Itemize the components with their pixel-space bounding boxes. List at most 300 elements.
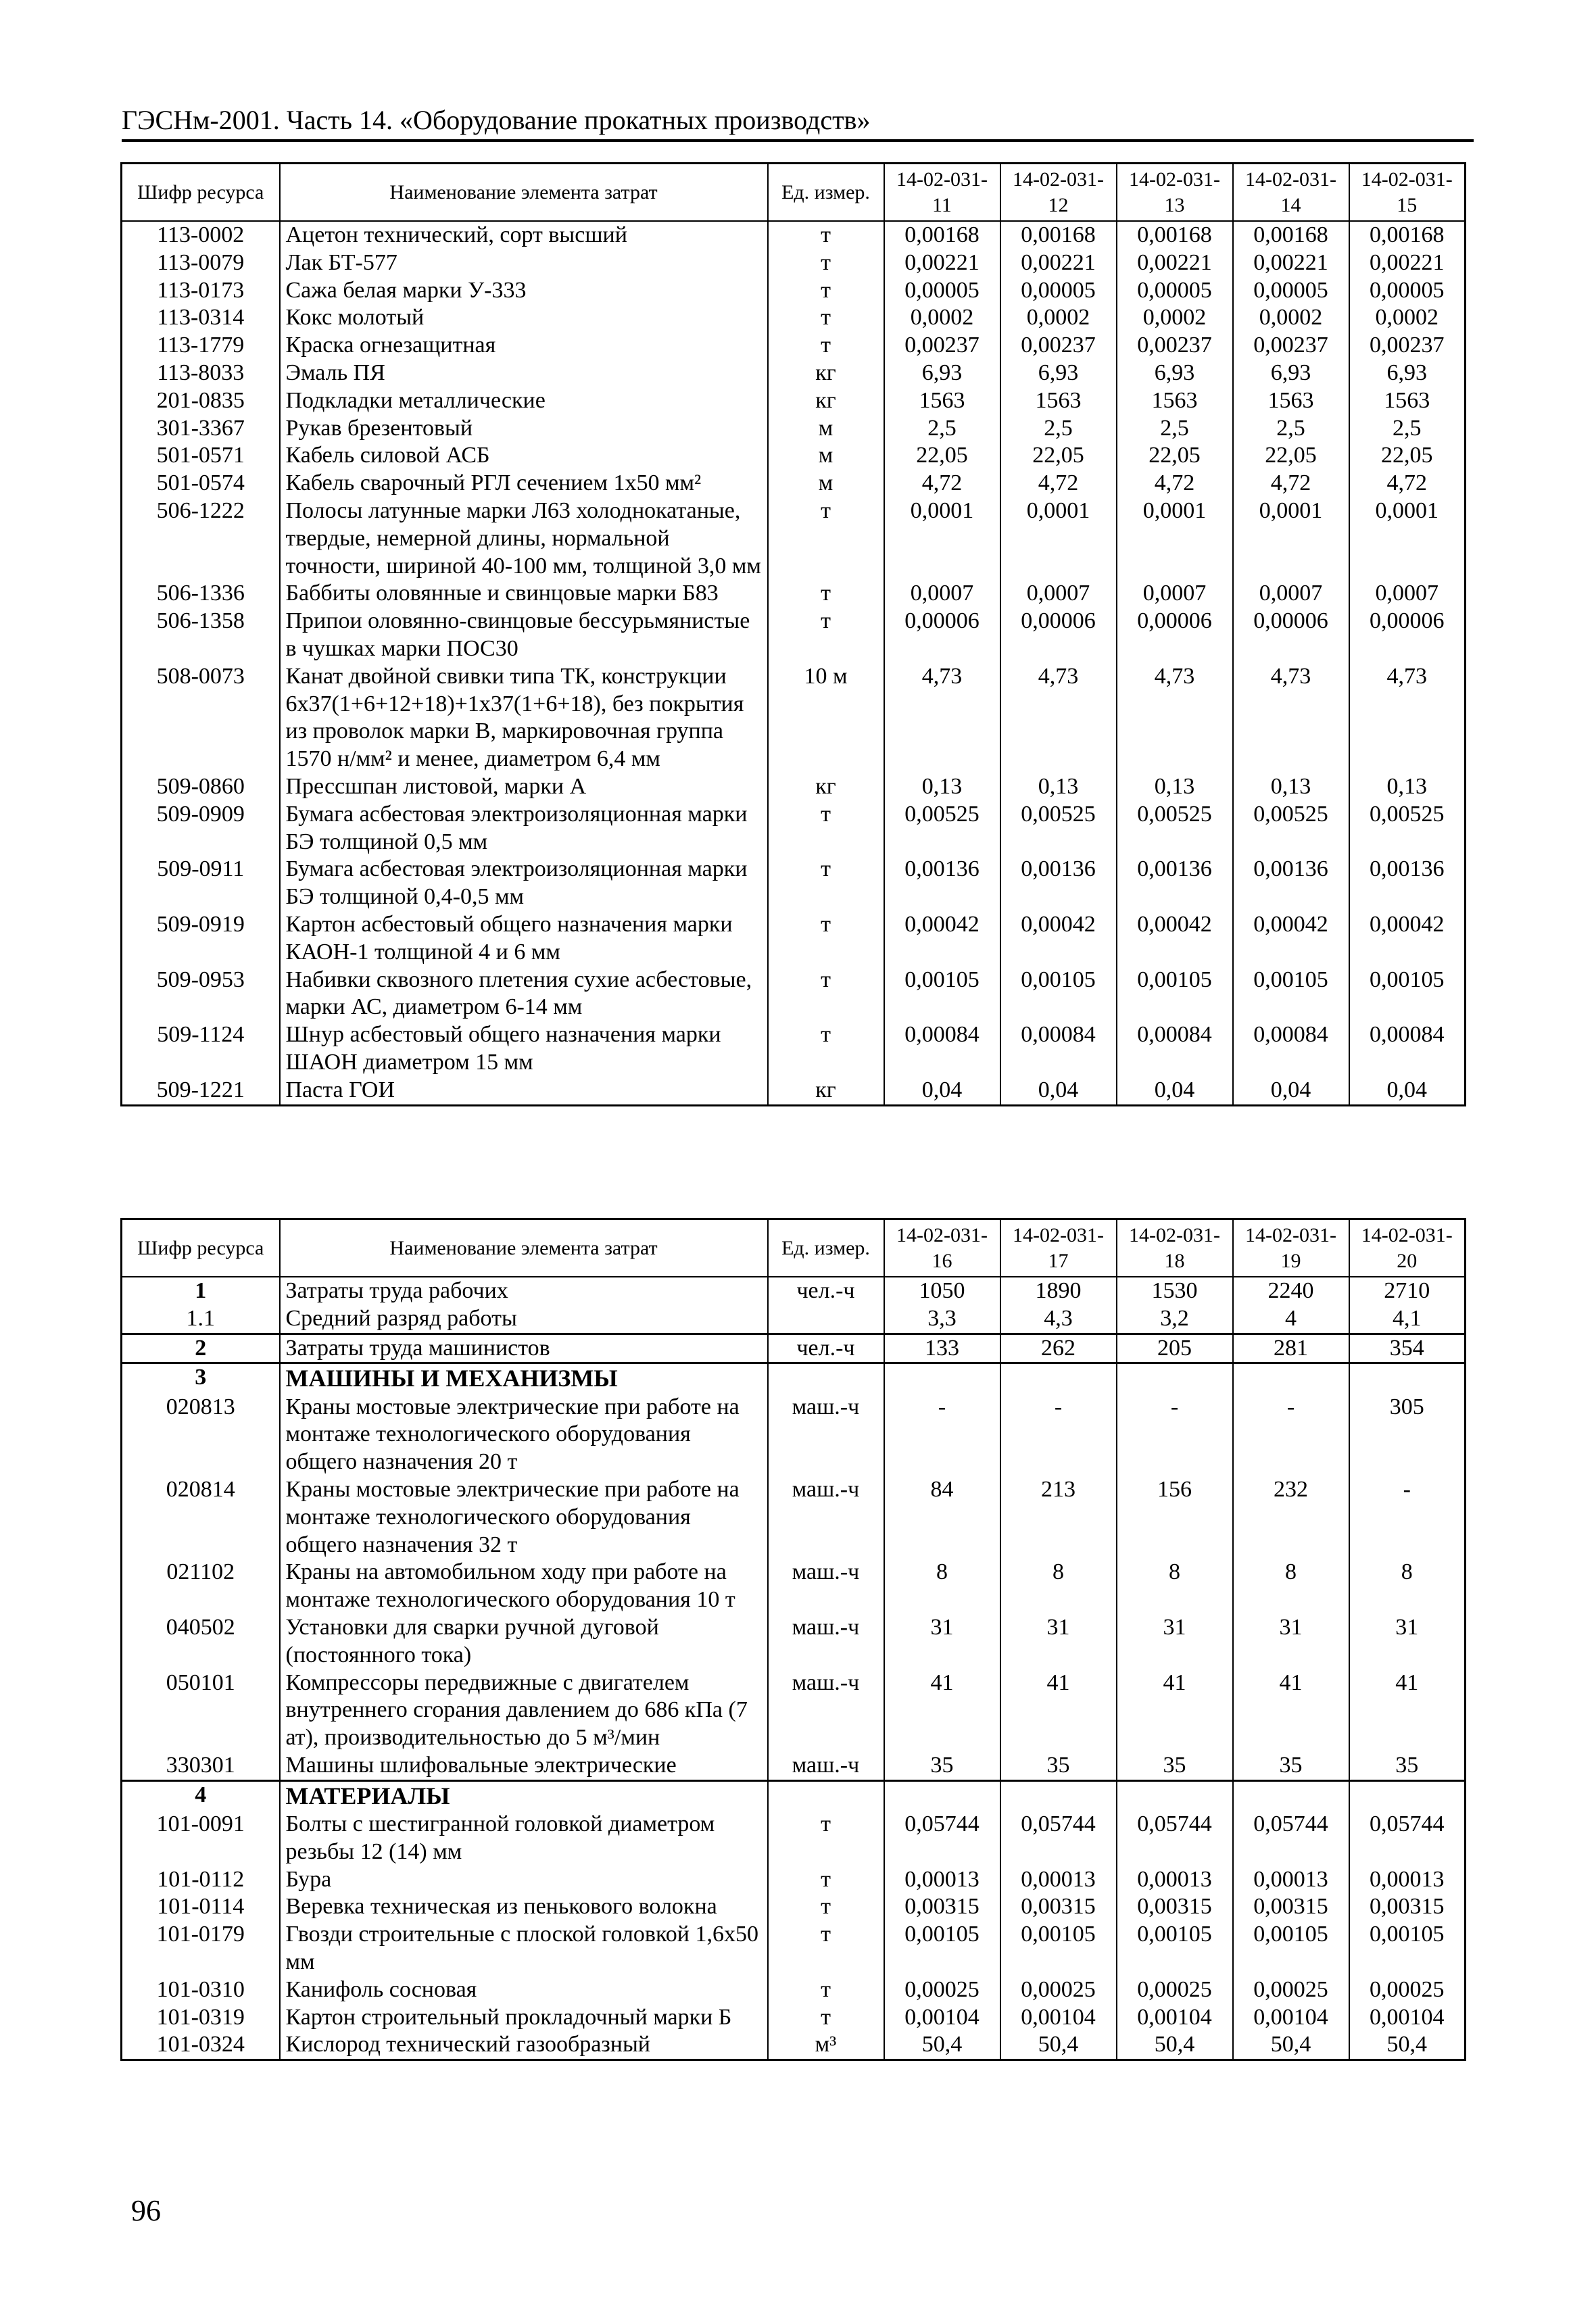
table-row (122, 911, 1466, 967)
rate-value-cell: 0,00105 (1233, 1921, 1349, 1976)
rate-value-cell: 0,13 (884, 773, 1000, 801)
rate-value-cell: 0,00042 (1349, 911, 1466, 967)
rate-value-cell: 4,3 (1000, 1305, 1117, 1334)
rate-value-cell: 0,00105 (884, 967, 1000, 1022)
unit-cell: т (768, 497, 884, 580)
rate-value-cell: 8 (1233, 1559, 1349, 1614)
element-name-cell: Эмаль ПЯ (280, 360, 768, 387)
rate-value-cell: 0,00104 (884, 2004, 1000, 2032)
rate-value-cell: 4,72 (884, 470, 1000, 497)
rate-value-cell: 0,00005 (1117, 277, 1233, 305)
table-row (122, 360, 1466, 387)
rate-value-cell: 50,4 (1000, 2031, 1117, 2060)
table-row (122, 1811, 1466, 1866)
rate-value-cell: 0,04 (1117, 1077, 1233, 1105)
unit-cell (768, 1363, 884, 1394)
rate-value-cell (1000, 1363, 1117, 1394)
rate-value-cell: 4,73 (1233, 663, 1349, 773)
table-header-row (122, 1219, 1466, 1277)
rate-value-cell: 0,00104 (1117, 2004, 1233, 2032)
rate-value-cell: 31 (1117, 1614, 1233, 1670)
unit-cell: т (768, 332, 884, 360)
rate-value-cell: 35 (884, 1752, 1000, 1780)
rate-value-cell: 0,00084 (1117, 1021, 1233, 1077)
resource-code-cell: 113-0173 (122, 277, 280, 305)
rate-value-cell: 35 (1233, 1752, 1349, 1780)
column-header-rate: 14-02-031-13 (1117, 164, 1233, 222)
unit-cell: чел.-ч (768, 1334, 884, 1363)
unit-cell: маш.-ч (768, 1476, 884, 1559)
rate-value-cell: 0,00104 (1349, 2004, 1466, 2032)
element-name-cell: Припои оловянно-свинцовые бессурьмянистые в чушках марки ПОС30 (280, 608, 768, 663)
rate-value-cell: 35 (1000, 1752, 1117, 1780)
rate-value-cell: 22,05 (1233, 442, 1349, 470)
rate-value-cell: 0,00025 (1117, 1976, 1233, 2004)
rate-value-cell: 4,1 (1349, 1305, 1466, 1334)
rate-value-cell: 0,0007 (1233, 580, 1349, 608)
element-name-cell: Веревка техническая из пенькового волокна (280, 1893, 768, 1921)
unit-cell (768, 1305, 884, 1334)
resource-code-cell: 020813 (122, 1394, 280, 1476)
rate-value-cell: 0,00237 (1233, 332, 1349, 360)
resource-code-cell: 501-0571 (122, 442, 280, 470)
element-name-cell: Кабель сварочный РГЛ сечением 1х50 мм² (280, 470, 768, 497)
element-name-cell: Бумага асбестовая электроизоляционная марки БЭ толщиной 0,4-0,5 мм (280, 856, 768, 911)
rate-value-cell: 50,4 (1117, 2031, 1233, 2060)
rate-value-cell: 41 (1000, 1670, 1117, 1752)
element-name-cell: Лак БТ-577 (280, 249, 768, 277)
element-name-cell: Краны на автомобильном ходу при работе на монтаже технологического оборудования 10 т (280, 1559, 768, 1614)
unit-cell: маш.-ч (768, 1614, 884, 1670)
resource-code-cell: 201-0835 (122, 387, 280, 415)
rate-value-cell: 0,0001 (1349, 497, 1466, 580)
rate-value-cell: 0,0001 (884, 497, 1000, 580)
unit-cell: чел.-ч (768, 1277, 884, 1305)
element-name-cell: Затраты труда машинистов (280, 1334, 768, 1363)
table-row (122, 221, 1466, 249)
column-header-rate: 14-02-031-14 (1233, 164, 1349, 222)
resource-code-cell: 4 (122, 1780, 280, 1811)
rate-value-cell: 0,04 (884, 1077, 1000, 1105)
rate-value-cell: 0,00013 (1349, 1866, 1466, 1894)
rate-value-cell: 0,00105 (884, 1921, 1000, 1976)
table-row (122, 1277, 1466, 1305)
rate-value-cell: 31 (884, 1614, 1000, 1670)
element-name-cell: Канифоль сосновая (280, 1976, 768, 2004)
table-header-row (122, 164, 1466, 222)
rate-value-cell: 0,00105 (1117, 967, 1233, 1022)
rate-value-cell: 0,00006 (884, 608, 1000, 663)
table-row (122, 277, 1466, 305)
resource-code-cell: 506-1358 (122, 608, 280, 663)
rate-value-cell: 0,0002 (1117, 304, 1233, 332)
rate-value-cell: 3,2 (1117, 1305, 1233, 1334)
rate-value-cell: 50,4 (1233, 2031, 1349, 2060)
resource-code-cell: 020814 (122, 1476, 280, 1559)
unit-cell (768, 1780, 884, 1811)
rate-value-cell: 0,13 (1000, 773, 1117, 801)
rate-value-cell: 0,00084 (884, 1021, 1000, 1077)
column-header-rate: 14-02-031-12 (1000, 164, 1117, 222)
element-name-cell: Болты с шестигранной головкой диаметром резьбы 12 (14) мм (280, 1811, 768, 1866)
rate-value-cell: 1890 (1000, 1277, 1117, 1305)
element-name-cell: Кокс молотый (280, 304, 768, 332)
unit-cell: т (768, 249, 884, 277)
element-name-cell: МАШИНЫ И МЕХАНИЗМЫ (280, 1363, 768, 1394)
rate-value-cell (1233, 1363, 1349, 1394)
rate-value-cell: 2710 (1349, 1277, 1466, 1305)
rate-value-cell: 8 (1349, 1559, 1466, 1614)
resource-code-cell: 2 (122, 1334, 280, 1363)
element-name-cell: Сажа белая марки У-333 (280, 277, 768, 305)
resource-code-cell: 101-0324 (122, 2031, 280, 2060)
table-row (122, 1752, 1466, 1780)
rate-value-cell: 133 (884, 1334, 1000, 1363)
rate-value-cell: 0,00221 (1349, 249, 1466, 277)
resource-code-cell: 330301 (122, 1752, 280, 1780)
table-row (122, 773, 1466, 801)
rate-value-cell: 0,00005 (1233, 277, 1349, 305)
rate-value-cell: 1530 (1117, 1277, 1233, 1305)
rate-value-cell (884, 1363, 1000, 1394)
table-row (122, 1334, 1466, 1363)
rate-value-cell: 0,0002 (1233, 304, 1349, 332)
resource-code-cell: 113-1779 (122, 332, 280, 360)
unit-cell: кг (768, 1077, 884, 1105)
table-row (122, 1921, 1466, 1976)
rate-value-cell: 0,04 (1233, 1077, 1349, 1105)
resource-code-cell: 3 (122, 1363, 280, 1394)
rate-value-cell: 1563 (1233, 387, 1349, 415)
rate-value-cell: 0,00136 (1349, 856, 1466, 911)
unit-cell: м (768, 415, 884, 443)
element-name-cell: Ацетон технический, сорт высший (280, 221, 768, 249)
unit-cell: т (768, 277, 884, 305)
rate-value-cell: 41 (884, 1670, 1000, 1752)
unit-cell: т (768, 856, 884, 911)
resource-code-cell: 101-0310 (122, 1976, 280, 2004)
rate-value-cell (1117, 1363, 1233, 1394)
unit-cell: маш.-ч (768, 1670, 884, 1752)
table-row (122, 2031, 1466, 2060)
element-name-cell: Набивки сквозного плетения сухие асбестовые, марки АС, диаметром 6-14 мм (280, 967, 768, 1022)
rate-value-cell: - (1233, 1394, 1349, 1476)
rate-value-cell: 0,05744 (1349, 1811, 1466, 1866)
rate-value-cell: 0,00104 (1233, 2004, 1349, 2032)
resource-code-cell: 509-0909 (122, 801, 280, 856)
rate-value-cell: 4,73 (884, 663, 1000, 773)
rate-value-cell: 0,13 (1349, 773, 1466, 801)
column-header-name: Наименование элемента затрат (280, 1219, 768, 1277)
rate-value-cell: 84 (884, 1476, 1000, 1559)
rate-value-cell (884, 1780, 1000, 1811)
rate-value-cell: 0,00168 (1349, 221, 1466, 249)
rate-value-cell: 0,00525 (1349, 801, 1466, 856)
element-name-cell: Компрессоры передвижные с двигателем внутреннего сгорания давлением до 686 кПа (7 ат), производительностью до 5 м³/мин (280, 1670, 768, 1752)
rate-value-cell: 22,05 (1117, 442, 1233, 470)
resource-table-1 (120, 162, 1466, 1106)
rate-value-cell: 22,05 (1349, 442, 1466, 470)
rate-value-cell: 0,00042 (1233, 911, 1349, 967)
rate-value-cell (1000, 1780, 1117, 1811)
unit-cell: кг (768, 387, 884, 415)
rate-value-cell: 8 (884, 1559, 1000, 1614)
resource-code-cell: 101-0112 (122, 1866, 280, 1894)
table-row (122, 1476, 1466, 1559)
table-body (122, 221, 1466, 1105)
resource-code-cell: 509-1124 (122, 1021, 280, 1077)
rate-value-cell: 0,00105 (1349, 967, 1466, 1022)
table-row (122, 967, 1466, 1022)
rate-value-cell: 205 (1117, 1334, 1233, 1363)
element-name-cell: Краны мостовые электрические при работе на монтаже технологического оборудования общего назначения 32 т (280, 1476, 768, 1559)
resource-code-cell: 021102 (122, 1559, 280, 1614)
column-header-unit: Ед. измер. (768, 1219, 884, 1277)
rate-value-cell: 0,00221 (884, 249, 1000, 277)
resource-code-cell: 509-0919 (122, 911, 280, 967)
rate-value-cell: 50,4 (884, 2031, 1000, 2060)
unit-cell: м (768, 470, 884, 497)
rate-value-cell: 0,00221 (1000, 249, 1117, 277)
unit-cell: маш.-ч (768, 1559, 884, 1614)
column-header-rate: 14-02-031-11 (884, 164, 1000, 222)
unit-cell: т (768, 1021, 884, 1077)
rate-value-cell: 1563 (1000, 387, 1117, 415)
rate-value-cell: 0,0007 (1117, 580, 1233, 608)
unit-cell: т (768, 1921, 884, 1976)
rate-value-cell: 0,00237 (1117, 332, 1233, 360)
rate-value-cell: - (884, 1394, 1000, 1476)
unit-cell: маш.-ч (768, 1394, 884, 1476)
rate-value-cell: 1563 (1349, 387, 1466, 415)
rate-value-cell: 4,73 (1117, 663, 1233, 773)
rate-value-cell: 0,00084 (1349, 1021, 1466, 1077)
rate-value-cell: 0,0007 (1000, 580, 1117, 608)
rate-value-cell: 0,00168 (884, 221, 1000, 249)
column-header-unit: Ед. измер. (768, 164, 884, 222)
column-header-rate: 14-02-031-16 (884, 1219, 1000, 1277)
rate-value-cell: 41 (1349, 1670, 1466, 1752)
table-row (122, 1780, 1466, 1811)
rate-value-cell: 281 (1233, 1334, 1349, 1363)
resource-table-2 (120, 1218, 1466, 2061)
rate-value-cell: 4,72 (1233, 470, 1349, 497)
column-header-code: Шифр ресурса (122, 164, 280, 222)
rate-value-cell: 2,5 (1000, 415, 1117, 443)
rate-value-cell: 0,00237 (884, 332, 1000, 360)
rate-value-cell: 31 (1000, 1614, 1117, 1670)
table-row (122, 2004, 1466, 2032)
rate-value-cell: 0,00136 (1117, 856, 1233, 911)
rate-value-cell: 0,00025 (1233, 1976, 1349, 2004)
rate-value-cell: 0,00025 (884, 1976, 1000, 2004)
resource-code-cell: 501-0574 (122, 470, 280, 497)
unit-cell: т (768, 1811, 884, 1866)
rate-value-cell: 0,00525 (1117, 801, 1233, 856)
table-body (122, 1277, 1466, 2060)
rate-value-cell: 0,00525 (1000, 801, 1117, 856)
unit-cell: т (768, 1866, 884, 1894)
element-name-cell: МАТЕРИАЛЫ (280, 1780, 768, 1811)
rate-value-cell: 3,3 (884, 1305, 1000, 1334)
element-name-cell: Паста ГОИ (280, 1077, 768, 1105)
rate-value-cell: 1563 (1117, 387, 1233, 415)
table-row (122, 442, 1466, 470)
rate-value-cell: 0,00104 (1000, 2004, 1117, 2032)
resource-code-cell: 040502 (122, 1614, 280, 1670)
rate-value-cell: 0,05744 (1117, 1811, 1233, 1866)
unit-cell: т (768, 1976, 884, 2004)
rate-value-cell: 4,72 (1349, 470, 1466, 497)
column-header-rate: 14-02-031-20 (1349, 1219, 1466, 1277)
table-row (122, 663, 1466, 773)
rate-value-cell: 0,00221 (1117, 249, 1233, 277)
resource-code-cell: 050101 (122, 1670, 280, 1752)
rate-value-cell: 0,00105 (1349, 1921, 1466, 1976)
rate-value-cell: 0,00084 (1000, 1021, 1117, 1077)
rate-value-cell (1349, 1363, 1466, 1394)
rate-value-cell: 0,00168 (1000, 221, 1117, 249)
rate-value-cell: 35 (1117, 1752, 1233, 1780)
table-row (122, 332, 1466, 360)
table-row (122, 1077, 1466, 1105)
unit-cell: т (768, 221, 884, 249)
rate-value-cell: 2,5 (884, 415, 1000, 443)
table-row (122, 1976, 1466, 2004)
unit-cell: кг (768, 773, 884, 801)
rate-value-cell: 2,5 (1117, 415, 1233, 443)
resource-code-cell: 113-0314 (122, 304, 280, 332)
table-row (122, 801, 1466, 856)
element-name-cell: Канат двойной свивки типа ТК, конструкции 6х37(1+6+12+18)+1х37(1+6+18), без покрытия из проволок марки В, маркировочная группа 1570 н/мм² и менее, диаметром 6,4 мм (280, 663, 768, 773)
resource-code-cell: 113-8033 (122, 360, 280, 387)
element-name-cell: Затраты труда рабочих (280, 1277, 768, 1305)
element-name-cell: Бумага асбестовая электроизоляционная марки БЭ толщиной 0,5 мм (280, 801, 768, 856)
table-row (122, 1670, 1466, 1752)
element-name-cell: Машины шлифовальные электрические (280, 1752, 768, 1780)
rate-value-cell: 2,5 (1349, 415, 1466, 443)
rate-value-cell: 156 (1117, 1476, 1233, 1559)
table-row (122, 470, 1466, 497)
rate-value-cell: 6,93 (1349, 360, 1466, 387)
unit-cell: маш.-ч (768, 1752, 884, 1780)
column-header-rate: 14-02-031-18 (1117, 1219, 1233, 1277)
resource-code-cell: 508-0073 (122, 663, 280, 773)
column-header-code: Шифр ресурса (122, 1219, 280, 1277)
resource-code-cell: 509-1221 (122, 1077, 280, 1105)
rate-value-cell: 305 (1349, 1394, 1466, 1476)
resource-code-cell: 113-0079 (122, 249, 280, 277)
resource-code-cell: 509-0911 (122, 856, 280, 911)
rate-value-cell: 0,04 (1349, 1077, 1466, 1105)
rate-value-cell: 50,4 (1349, 2031, 1466, 2060)
table-row (122, 1893, 1466, 1921)
rate-value-cell: 4,72 (1117, 470, 1233, 497)
resource-code-cell: 301-3367 (122, 415, 280, 443)
unit-cell: т (768, 580, 884, 608)
rate-value-cell: 8 (1000, 1559, 1117, 1614)
rate-value-cell: 0,00006 (1000, 608, 1117, 663)
rate-value-cell: 0,00525 (884, 801, 1000, 856)
element-name-cell: Шнур асбестовый общего назначения марки ШАОН диаметром 15 мм (280, 1021, 768, 1077)
table-row (122, 1614, 1466, 1670)
element-name-cell: Полосы латунные марки Л63 холоднокатаные, твердые, немерной длины, нормальной точности, шириной 40-100 мм, толщиной 3,0 мм (280, 497, 768, 580)
rate-value-cell: 0,00042 (884, 911, 1000, 967)
unit-cell: т (768, 911, 884, 967)
rate-value-cell: 1563 (884, 387, 1000, 415)
resource-code-cell: 509-0860 (122, 773, 280, 801)
rate-value-cell (1233, 1780, 1349, 1811)
rate-value-cell: 0,0002 (884, 304, 1000, 332)
rate-value-cell: 213 (1000, 1476, 1117, 1559)
rate-value-cell: 0,00006 (1349, 608, 1466, 663)
element-name-cell: Бура (280, 1866, 768, 1894)
resource-code-cell: 101-0114 (122, 1893, 280, 1921)
resource-code-cell: 113-0002 (122, 221, 280, 249)
rate-value-cell: 0,00315 (1349, 1893, 1466, 1921)
resource-code-cell: 506-1336 (122, 580, 280, 608)
column-header-rate: 14-02-031-17 (1000, 1219, 1117, 1277)
rate-value-cell: 0,00237 (1000, 332, 1117, 360)
rate-value-cell: 0,05744 (884, 1811, 1000, 1866)
element-name-cell: Краска огнезащитная (280, 332, 768, 360)
unit-cell: м³ (768, 2031, 884, 2060)
rate-value-cell: 41 (1233, 1670, 1349, 1752)
table-row (122, 1363, 1466, 1394)
element-name-cell: Кислород технический газообразный (280, 2031, 768, 2060)
column-header-name: Наименование элемента затрат (280, 164, 768, 222)
rate-value-cell: 22,05 (1000, 442, 1117, 470)
rate-value-cell: 0,00006 (1233, 608, 1349, 663)
rate-value-cell: 2240 (1233, 1277, 1349, 1305)
rate-value-cell: 232 (1233, 1476, 1349, 1559)
unit-cell: т (768, 967, 884, 1022)
rate-value-cell: 0,00136 (1000, 856, 1117, 911)
rate-value-cell: 6,93 (884, 360, 1000, 387)
rate-value-cell: 0,00042 (1117, 911, 1233, 967)
rate-value-cell: 0,05744 (1233, 1811, 1349, 1866)
rate-value-cell: 41 (1117, 1670, 1233, 1752)
rate-value-cell: 1050 (884, 1277, 1000, 1305)
rate-value-cell: 0,0002 (1000, 304, 1117, 332)
resource-code-cell: 101-0319 (122, 2004, 280, 2032)
rate-value-cell: 31 (1349, 1614, 1466, 1670)
element-name-cell: Средний разряд работы (280, 1305, 768, 1334)
rate-value-cell: 0,00237 (1349, 332, 1466, 360)
table-row (122, 497, 1466, 580)
element-name-cell: Картон строительный прокладочный марки Б (280, 2004, 768, 2032)
unit-cell: т (768, 801, 884, 856)
table-row (122, 304, 1466, 332)
rate-value-cell: 0,00042 (1000, 911, 1117, 967)
rate-value-cell: 8 (1117, 1559, 1233, 1614)
rate-value-cell (1117, 1780, 1233, 1811)
rate-value-cell: - (1000, 1394, 1117, 1476)
resource-code-cell: 506-1222 (122, 497, 280, 580)
table-row (122, 1021, 1466, 1077)
rate-value-cell: 6,93 (1233, 360, 1349, 387)
rate-value-cell: 262 (1000, 1334, 1117, 1363)
column-header-rate: 14-02-031-15 (1349, 164, 1466, 222)
rate-value-cell: 0,00168 (1233, 221, 1349, 249)
rate-value-cell: 0,00005 (1000, 277, 1117, 305)
rate-value-cell: 0,13 (1117, 773, 1233, 801)
element-name-cell: Гвозди строительные с плоской головкой 1,6х50 мм (280, 1921, 768, 1976)
rate-value-cell: 0,00105 (1117, 1921, 1233, 1976)
table-row (122, 387, 1466, 415)
resource-code-cell: 1.1 (122, 1305, 280, 1334)
rate-value-cell: 0,0007 (884, 580, 1000, 608)
